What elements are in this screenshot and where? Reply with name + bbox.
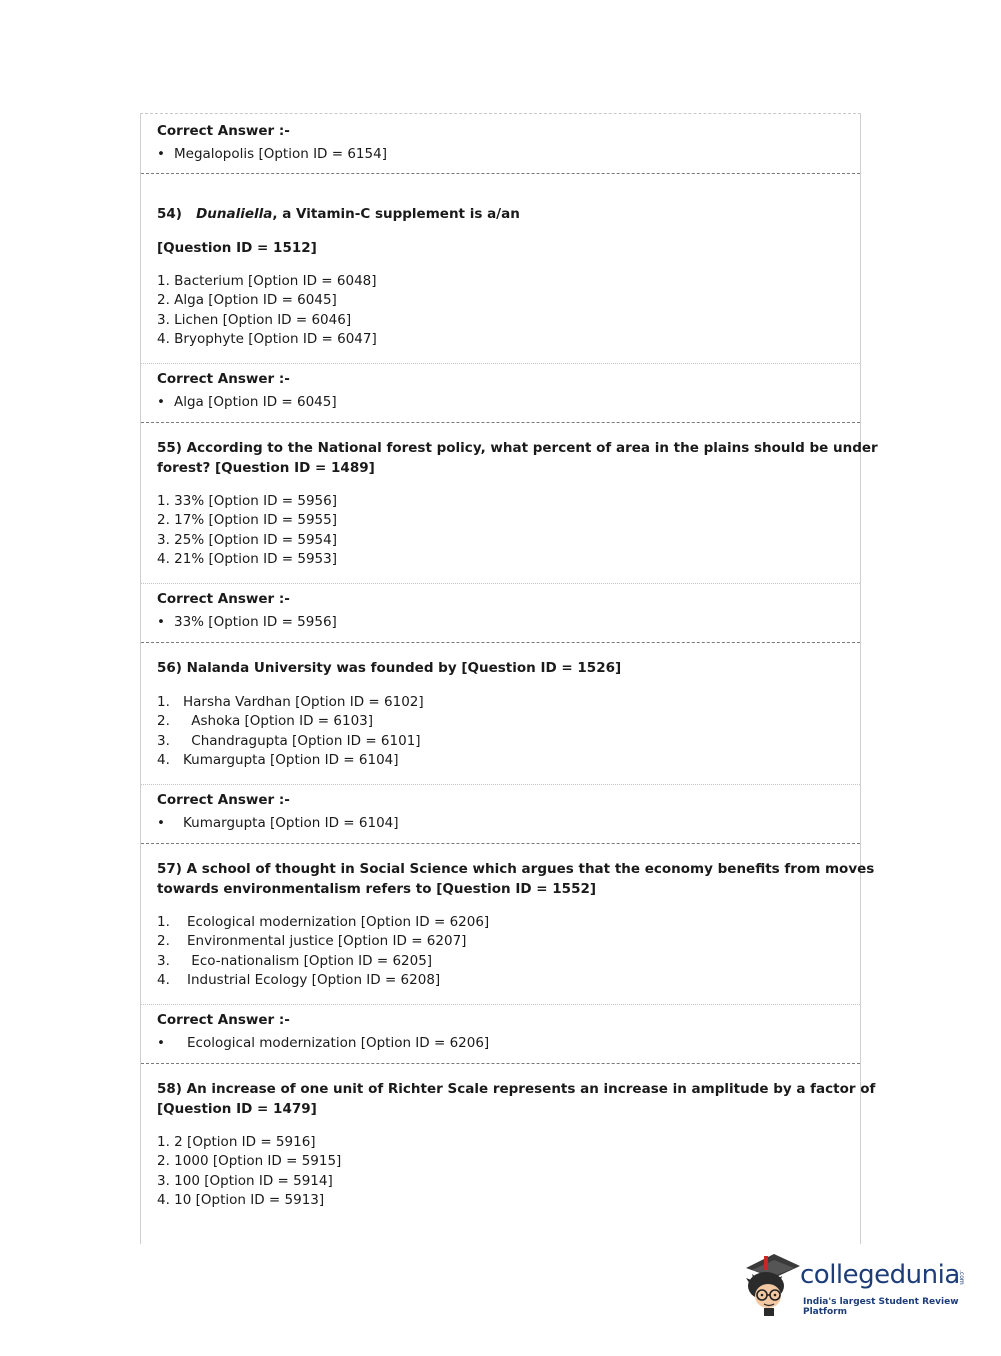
option-item: 2. 17% [Option ID = 5955] [157, 512, 337, 528]
question-title: 54) Dunaliella, a Vitamin-C supplement is a/an [157, 206, 520, 222]
question-title: 57) A school of thought in Social Science which argues that the economy benefits from moves [157, 861, 875, 877]
section-divider [141, 784, 860, 785]
logo-com: .com [958, 1270, 965, 1285]
logo-wordmark: collegedunia [800, 1260, 960, 1290]
correct-answer-label: Correct Answer :- [157, 371, 290, 387]
logo-tagline: India's largest Student Review Platform [803, 1297, 959, 1317]
question-paper-panel [140, 113, 878, 1244]
option-item: 3. 100 [Option ID = 5914] [157, 1173, 333, 1189]
question-title: 58) An increase of one unit of Richter Scale represents an increase in amplitude by a factor of [157, 1081, 876, 1097]
option-item: 1. Bacterium [Option ID = 6048] [157, 273, 377, 289]
option-item: 1. 33% [Option ID = 5956] [157, 493, 337, 509]
option-item: 4. Industrial Ecology [Option ID = 6208] [157, 972, 441, 988]
question-id: [Question ID = 1512] [157, 240, 317, 256]
section-divider [141, 363, 860, 364]
option-item: 3. Lichen [Option ID = 6046] [157, 312, 352, 328]
option-item: 2. Ashoka [Option ID = 6103] [157, 713, 374, 729]
option-item: 1. Ecological modernization [Option ID = 6206] [157, 914, 490, 930]
bullet-icon: • [157, 1035, 165, 1051]
collegedunia-logo[interactable] [742, 1248, 972, 1318]
question-title-cont: towards environmentalism refers to [Question ID = 1552] [157, 881, 597, 897]
option-item: 4. Kumargupta [Option ID = 6104] [157, 752, 399, 768]
correct-answer-label: Correct Answer :- [157, 792, 290, 808]
correct-answer-label: Correct Answer :- [157, 1012, 290, 1028]
option-item: 2. Environmental justice [Option ID = 6207] [157, 933, 467, 949]
correct-answer: • 33% [Option ID = 5956] [157, 613, 337, 633]
option-item: 3. Chandragupta [Option ID = 6101] [157, 733, 421, 749]
question-title-cont: forest? [Question ID = 1489] [157, 460, 375, 476]
question-divider [141, 1063, 860, 1064]
question-divider [141, 422, 860, 423]
question-title-cont: [Question ID = 1479] [157, 1101, 317, 1117]
option-item: 4. 21% [Option ID = 5953] [157, 551, 337, 567]
option-item: 1. 2 [Option ID = 5916] [157, 1134, 316, 1150]
correct-answer: • Alga [Option ID = 6045] [157, 393, 337, 413]
mascot-icon [742, 1248, 802, 1318]
question-title: 55) According to the National forest policy, what percent of area in the plains should be under [157, 440, 878, 456]
option-item: 2. 1000 [Option ID = 5915] [157, 1153, 342, 1169]
option-item: 1. Harsha Vardhan [Option ID = 6102] [157, 694, 424, 710]
bullet-icon: • [157, 394, 165, 410]
bullet-icon: • [157, 815, 165, 831]
section-divider [141, 1004, 860, 1005]
option-item: 3. Eco-nationalism [Option ID = 6205] [157, 953, 433, 969]
question-title: 56) Nalanda University was founded by [Question ID = 1526] [157, 660, 622, 676]
option-item: 4. 10 [Option ID = 5913] [157, 1192, 325, 1208]
correct-answer-label: Correct Answer :- [157, 123, 290, 139]
bullet-icon: • [157, 614, 165, 630]
question-divider [141, 642, 860, 643]
question-divider [141, 843, 860, 844]
correct-answer-label: Correct Answer :- [157, 591, 290, 607]
option-item: 3. 25% [Option ID = 5954] [157, 532, 337, 548]
question-divider [141, 173, 860, 174]
bullet-icon: • [157, 146, 165, 162]
correct-answer: • Megalopolis [Option ID = 6154] [157, 145, 387, 165]
option-item: 4. Bryophyte [Option ID = 6047] [157, 331, 377, 347]
correct-answer: • Ecological modernization [Option ID = 6206] [157, 1034, 489, 1054]
section-divider [141, 583, 860, 584]
correct-answer: • Kumargupta [Option ID = 6104] [157, 814, 399, 834]
option-item: 2. Alga [Option ID = 6045] [157, 292, 337, 308]
